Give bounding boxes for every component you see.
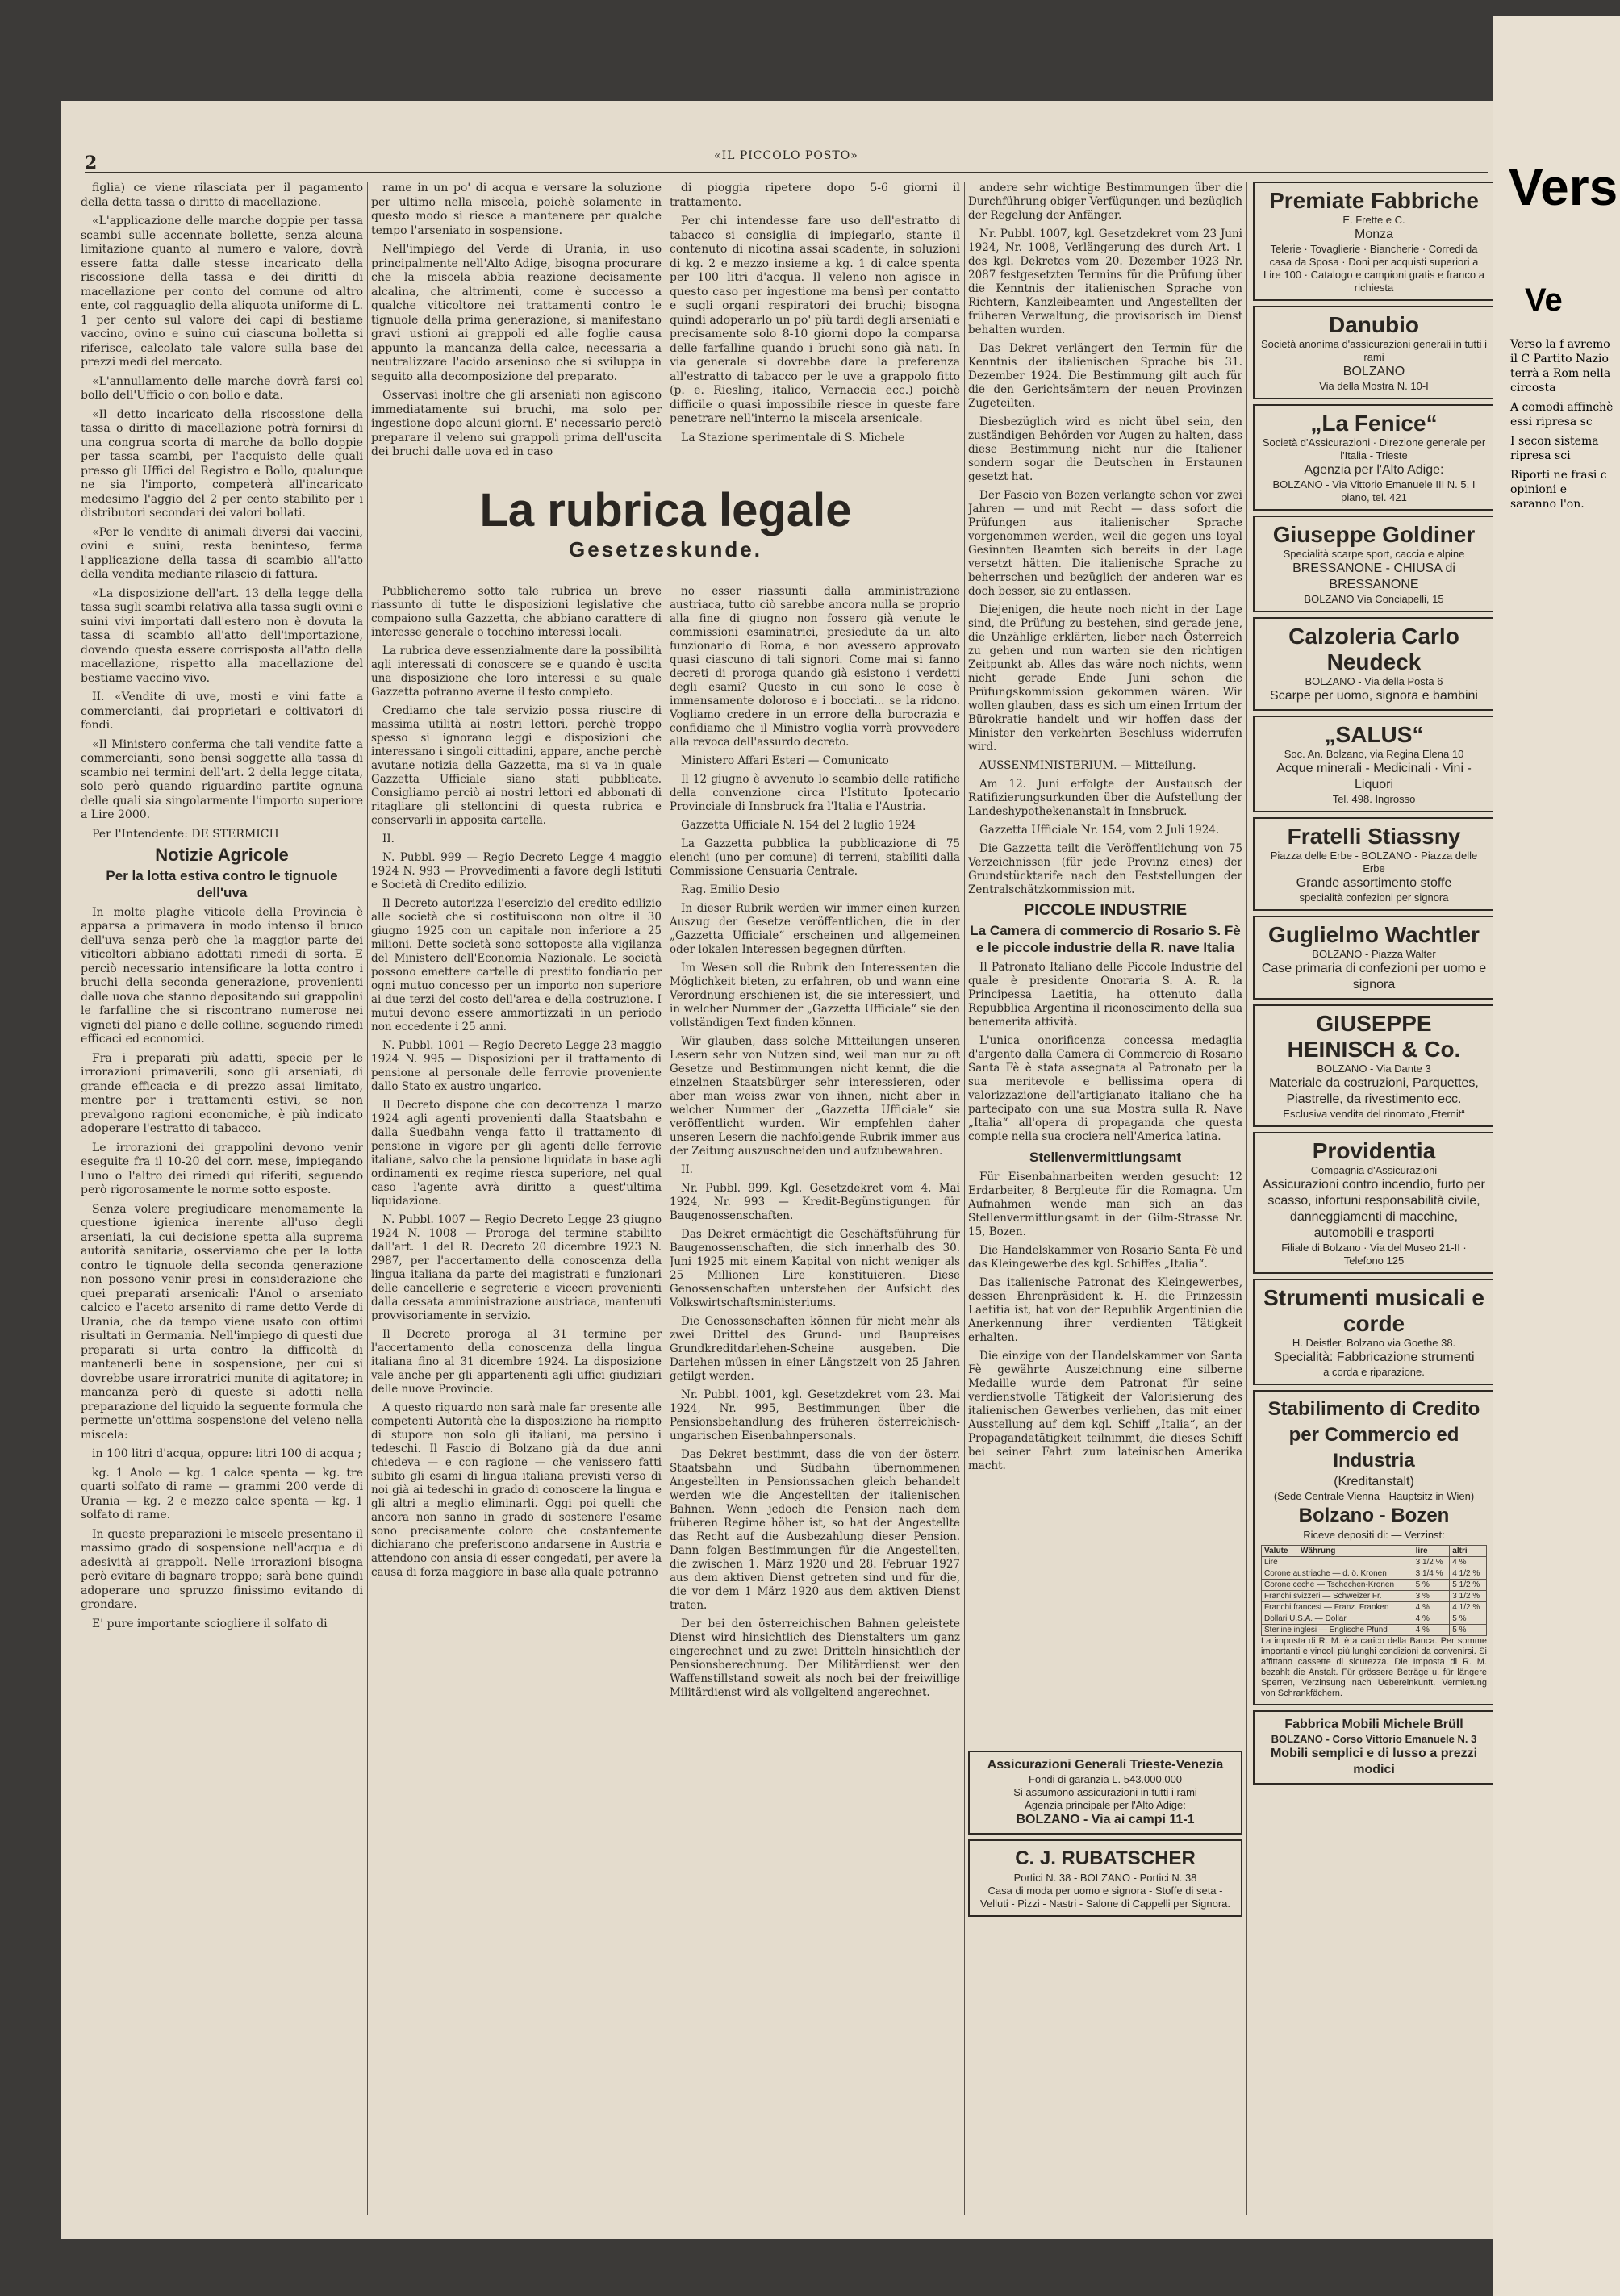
paragraph: Il Patronato Italiano delle Piccole Industrie del quale è presidente Onoraria S. A. R. la Principessa Laetitia, ha ottenuto dalla Repubblica Argentina il riconoscimento della sua benemerita attività. (968, 961, 1242, 1029)
ad-title: Guglielmo Wachtler (1268, 922, 1480, 947)
paragraph: «Il detto incaricato della riscossione della tassa o diritto di macellazione potrà fornirsi di una congrua scorta di marche da bollo doppie per tassa scambi, per l'acquisto delle quali presso gli Uffici del Registro e Bollo, qualunque ne sia l'importo, competerà all'incaricato medesimo l'aggio del 2 per cento stabilito per i distributori secondari dei valori bollati. (81, 407, 363, 520)
table-cell: 5 % (1413, 1580, 1450, 1591)
table-row (1262, 1591, 1487, 1602)
bank-notes: La imposta di R. M. è a carico della Banca. Per somme importanti e vincoli più lunghi condizioni da convenirsi. Si affittano cassette di sicurezza. Die Imposta di R. M. bezahlt die Anstalt. Für grössere Beträge u. für längere Sperren, Verzinsung nach Uebereinkunft. Vermietung von Schrankfächern. (1261, 1636, 1487, 1698)
paragraph: In molte plaghe viticole della Provincia è apparsa a primavera in modo intenso il bruco dell'uva senza però che la maggior parte dei viticoltori abbiano adottati rimedi di sorta. E perciò necessario intensificare la lotta contro i bruchi della seconda generazione, provenienti dalle uova che stanno depositando sui grappolini le farfalline che si riscontrano numerose nei vigneti del piano e delle colline, seguendo rimedi efficaci ed economici. (81, 905, 363, 1046)
column-4-text (968, 182, 1242, 897)
advertisement (1253, 404, 1495, 511)
ad-title: Danubio (1329, 312, 1419, 337)
column-2-top (371, 182, 662, 472)
ad-assicurazioni-generali (968, 1751, 1242, 1835)
paragraph: di pioggia ripetere dopo 5-6 giorni il trattamento. (670, 182, 960, 209)
ad-line: Si assumono assicurazioni in tutti i rami (1013, 1786, 1197, 1798)
ad-line: Grande assortimento stoffe (1296, 876, 1452, 890)
paragraph: Wir glauben, dass solche Mitteilungen unseren Lesern sehr von Nutzen sind, weil man nur zu oft Gesetze und Bestimmungen nicht kennt, die die einzelnen Staatsbürger sehr interessieren, oder aber man weiss zwar von ihnen, nicht aber in welcher Nummer der „Gazzetta Ufficiale“ sie veröffentlicht wurden. Wir empfehlen daher unseren Lesern die nachfolgende Rubrik immer aus der Zeitung auszuschneiden und aufzubewahren. (670, 1035, 960, 1158)
ad-line: BOLZANO (1342, 365, 1405, 378)
table-cell: Corone austriache — d. ö. Kronen (1262, 1568, 1413, 1580)
paragraph: Il Decreto autorizza l'esercizio del credito edilizio alle società che si costituiscono non oltre il 30 giugno 1925 con un capitale non inferiore a 25 milioni. Dette società sono sottoposte alla vigilanza del Ministero dell'Economia Nazionale. Le società possono emettere cartelle di prestito fondiario per ogni mutuo concesso per un importo non superiore ai due terzi del costo dell'area e della costruzione. I mutui devono essere ammortizzati in un periodo non eccedente i 25 anni. (371, 897, 662, 1033)
ad-title: Providentia (1312, 1138, 1436, 1163)
table-row (1262, 1557, 1487, 1568)
paragraph: «La disposizione dell'art. 13 della legge della tassa sugli scambi relativa alla tassa sugli ovini e suini vivi importati dall'estero non è dovuta la tassa di scambio all'atto dell'importazione, dovendo questa essere corrisposta all'atto della macellazione, rispetto alla macellazione del bestiame vaccino vivo. (81, 587, 363, 685)
table-cell: 5 % (1450, 1613, 1487, 1625)
ad-kreditanstalt (1253, 1390, 1495, 1705)
ad-line: Mobili semplici e di lusso a prezzi modici (1270, 1747, 1478, 1776)
ad-line: Specialità scarpe sport, caccia e alpine (1283, 548, 1465, 560)
ad-line: Tel. 498. Ingrosso (1332, 793, 1416, 805)
table-cell: Corone ceche — Tschechen-Kronen (1262, 1580, 1413, 1591)
ad-line: Fabbrica Mobili Michele Brüll (1284, 1718, 1463, 1731)
ad-title: C. J. RUBATSCHER (1015, 1847, 1196, 1869)
paragraph: rame in un po' di acqua e versare la soluzione per ultimo nella miscela, poichè solamente in questo modo si riesce a mantenere per qualche tempo l'arseniato in sospensione. (371, 182, 662, 237)
ad-line: Compagnia d'Assicurazioni (1310, 1164, 1438, 1176)
table-cell: Lire (1262, 1557, 1413, 1568)
newspaper-title: «IL PICCOLO POSTO» (714, 149, 858, 162)
paragraph: Riporti ne frasi c opinioni e saranno l'on. (1510, 469, 1607, 511)
table-header: Valute — Währung (1262, 1546, 1413, 1557)
paragraph: E' pure importante sciogliere il solfato di (92, 1617, 328, 1630)
paragraph: Das Dekret bestimmt, dass die von der österr. Staatsbahn und Südbahn übernommenen Angestellten in Pensionssachen gleich behandelt werden wie die Angestellten der italienischen Bahnen. Wenn jedoch die Pension nach dem früheren Regime höher ist, so hat der Angestellte das Recht auf die Ausbezahlung dieser Pension. Dann folgen Bestimmungen für die Angestellten, die zwischen 1. März 1920 und 28. Februar 1927 aus dem aktiven Dienst getreten sind und für die, die vor dem 1 März 1920 aus dem aktiven Dienst traten. (670, 1448, 960, 1612)
table-cell: Sterline inglesi — Englische Pfund (1262, 1625, 1413, 1636)
table-cell: 4 1/2 % (1450, 1568, 1487, 1580)
table-row (1262, 1580, 1487, 1591)
paragraph: «Il Ministero conferma che tali vendite fatte a commercianti, sono bensì soggette alla tassa di scambio nei termini dell'art. 2 della legge citata, solo però quando riguardino partite ognuna delle quali sia singolarmente l'importo superiore a Lire 2000. (81, 737, 363, 821)
ad-line: Agenzia principale per l'Alto Adige: (1025, 1799, 1186, 1811)
paragraph: Das italienische Patronat des Kleingewerbes, dessen Ehrenpräsident k. H. die Prinzessin Laetitia ist, hat von der Republik Argentinien die Anerkennung ihrer verdienten Tätigkeit erhalten. (968, 1276, 1242, 1344)
paragraph: Das Dekret verlängert den Termin für die Kenntnis der italienischen Sprache bis 31. Dezember 1924. Die Bestimmung gilt auch für die den Gerichtsämtern der neuen Provinzen Zugeteilten. (968, 342, 1242, 410)
ad-title: Calzoleria Carlo Neudeck (1288, 624, 1459, 674)
paragraph: II. (382, 833, 395, 845)
paragraph: Verso la f avremo il C Partito Nazio terrà a Rom nella circosta (1510, 338, 1611, 394)
paragraph: A questo riguardo non sarà male far presente alle competenti Autorità che la disposizione ha riempito di stupore non solo gli italiani, ma persino i tedeschi. Il Fascio di Bolzano già da due anni chiedeva — e con ragione — che venissero fatti subito gli esami di lingua italiana previsti verso di noi già ai tedeschi in grado di conoscere la lingua e gli altri a meglio eliminarli. Oggi poi quelli che ancora non sanno in grado di sostenere l'esame sono precisamente coloro che costantemente dichiarano che preferiscono andarsene in Austria e attendono con ansia di esser congedati, per avere la causa di forza maggiore in base alla quale potranno (371, 1401, 662, 1579)
paragraph: figlia) ce viene rilasciata per il pagamento della detta tassa o diritto di macellazione. (81, 182, 363, 209)
adjacent-page-subheadline: Ve (1525, 282, 1563, 318)
table-cell: 3 % (1413, 1591, 1450, 1602)
advertisement (1253, 1132, 1495, 1274)
paragraph: Nr. Pubbl. 1007, kgl. Gesetzdekret vom 23 Juni 1924, Nr. 1008, Verlängerung des durch Art. 1 des kgl. Dekretes vom 20. Dezember 1923 Nr. 2087 festgesetzten Termins für die Prüfung über die Kenntnis der italienischen Sprache von Richtern, Kanzleibeamten und Angestellten der früheren Verwaltung, die provisorisch im Dienst behalten wurden. (968, 228, 1242, 336)
section-title-notizie-agricole: Notizie Agricole (155, 845, 289, 865)
paragraph: Gazzetta Ufficiale N. 154 del 2 luglio 1924 (681, 819, 916, 832)
paragraph: II. (681, 1163, 693, 1176)
ad-line: BOLZANO Via Conciapelli, 15 (1304, 593, 1444, 605)
column-3-legal-text (670, 585, 960, 1700)
paragraph: Das Dekret ermächtigt die Geschäftsführung für Baugenossenschaften, die sich innerhalb des 30. Juni 1925 mit einem Kapital von nicht weniger als 25 Millionen Lire konstituieren. Diese Genossenschaften unterstehen der Aufsicht des Volkswirtschaftsministeriums. (670, 1228, 960, 1309)
column-1-text-2 (81, 906, 363, 1632)
bank-city: Bolzano - Bozen (1298, 1505, 1450, 1526)
ads-column (1253, 182, 1495, 1789)
ad-line: E. Frette e C. (1342, 214, 1405, 226)
newspaper-page (61, 101, 1505, 2239)
table-row (1262, 1568, 1487, 1580)
paragraph: Nr. Pubbl. 999, Kgl. Gesetzdekret vom 4. Mai 1924, Nr. 993 — Kredit-Begünstigungen für Baugenossenschaften. (670, 1182, 960, 1222)
ad-line: Società d'Assicurazioni · Direzione generale per l'Italia - Trieste (1262, 436, 1486, 461)
table-cell: 4 % (1450, 1557, 1487, 1568)
ad-line: BOLZANO - Via della Posta 6 (1305, 675, 1443, 687)
column-1-text (81, 182, 363, 841)
ad-title: Assicurazioni Generali Trieste-Venezia (987, 1758, 1224, 1772)
table-cell: 3 1/4 % (1413, 1568, 1450, 1580)
ad-mobili-brull (1253, 1710, 1495, 1785)
table-cell: 5 1/2 % (1450, 1580, 1487, 1591)
table-cell: 4 % (1413, 1602, 1450, 1613)
ad-line: Specialità: Fabbricazione strumenti (1273, 1350, 1475, 1364)
table-cell: Franchi svizzeri — Schweizer Fr. (1262, 1591, 1413, 1602)
column-4 (968, 182, 1242, 1747)
paragraph: AUSSENMINISTERIUM. — Mitteilung. (979, 759, 1196, 772)
ad-line: a corda e riparazione. (1323, 1366, 1425, 1378)
advertisement (1253, 1004, 1495, 1127)
table-header: lire (1413, 1546, 1450, 1557)
advertisement (1253, 306, 1495, 399)
paragraph: Il Decreto proroga al 31 termine per l'accertamento della conoscenza della lingua italiana fino al 31 dicembre 1924. La disposizione vale anche per gli appartenenti agli uffici giudiziari delle nuove Provincie. (371, 1328, 662, 1396)
table-cell: Dollari U.S.A. — Dollar (1262, 1613, 1413, 1625)
ad-title: Fratelli Stiassny (1287, 824, 1461, 849)
bank-title3: (Kreditanstalt) (1334, 1475, 1414, 1488)
paragraph: La rubrica deve essenzialmente dare la possibilità agli interessati di conoscere se e quando è uscita una disposizione che loro interessi e su quale Gazzetta potranno averne il testo completo. (371, 645, 662, 699)
table-cell: 3 1/2 % (1413, 1557, 1450, 1568)
column-4-ads (968, 1751, 1242, 1922)
bank-title2: per Commercio ed Industria (1288, 1424, 1459, 1472)
rubrica-legale-headline (375, 484, 956, 562)
ad-line: Agenzia per l'Alto Adige: (1304, 463, 1444, 477)
ad-line: Piazza delle Erbe - BOLZANO - Piazza delle Erbe (1270, 850, 1478, 875)
paragraph: La Stazione sperimentale di S. Michele (681, 431, 905, 445)
ad-title: Giuseppe Goldiner (1272, 522, 1476, 547)
paragraph: Crediamo che tale servizio possa riuscire di massima utilità ai nostri lettori, perchè troppo spesso si ignorano leggi e disposizioni che interessano i singoli cittadini, appare, anche perchè avutane notizia della Gazzetta, ma si va in quale Gazzetta Ufficiale siano stati pubblicate. Consigliamo perciò ai nostri lettori ed abbonati di ritagliare gli stelloncini di questa rubrica e conservarli in apposita cartella. (371, 704, 662, 827)
paragraph: Im Wesen soll die Rubrik den Interessenten die Möglichkeit bieten, zu erfahren, ob und wann eine Verordnung erschienen ist, die sie interessiert, und in welcher Nummer der „Gazzetta Ufficiale“ sie den vollständigen Text finden können. (670, 962, 960, 1029)
ad-line: Società anonima d'assicurazioni generali in tutti i rami (1261, 338, 1487, 363)
column-rule (964, 182, 965, 2215)
paragraph: Am 12. Juni erfolgte der Austausch der Ratifizierungsurkunden über die Aufstellung der Landeshypothekenanstalt in Innsbruck. (968, 778, 1242, 818)
paragraph: Gazzetta Ufficiale Nr. 154, vom 2 Juli 1924. (979, 824, 1220, 837)
ad-line: BOLZANO - Via ai campi 11-1 (1016, 1813, 1195, 1826)
paragraph: Diejenigen, die heute noch nicht in der Lage sind, die Prüfung zu bestehen, sind gerade jene, die Unzählige erklärten, lieber nach Österreich zu gehen und nun warten sie den richtigen Zeitpunkt ab. Alles das wäre noch nichts, wenn nicht gerade Ende Juni schon die Prüfungskommission gekommen wären. Wir wollen glauben, dass es sich um einen Irrtum der Bürokratie handelt und wir hoffen dass der Minister den verkehrten Beschluss widerrufen wird. (968, 603, 1242, 754)
column-4-text-3 (968, 1171, 1242, 1473)
column-3-legal (670, 585, 960, 2223)
table-cell: 4 % (1413, 1613, 1450, 1625)
column-2-legal (371, 585, 662, 2223)
paragraph: N. Pubbl. 1001 — Regio Decreto Legge 23 maggio 1924 N. 995 — Disposizioni per il trattamento di pensione al personale delle ferrovie proveniente dallo Stato ex austro ungarico. (371, 1039, 662, 1093)
advertisement (1253, 916, 1495, 1000)
paragraph: Die Handelskammer von Rosario Santa Fè und das Kleingewerbe des kgl. Schiffes „Italia“. (968, 1244, 1242, 1271)
ad-title: Strumenti musicali e corde (1263, 1285, 1484, 1336)
column-4-text-2 (968, 961, 1242, 1144)
paragraph: Senza volere pregiudicare menomamente la questione igienica inerente all'uso degli arseniati, la cui decisione spetta alla suprema autorità sanitaria, osserviamo che per la lotta contro le tignuole della seconda generazione non possono venir presi in considerazione che quei preparati arsenicali: l'Anol o arseniato calcico e l'aceto arsenito di rame detto Verde di Urania, che da tempo viene usato con ottimi risultati in Germania. Nell'impiego di questi due preparati si urta contro la difficoltà di mantenerli bene in sospensione, per cui si dovrebbe usare irroratrici munite di agitatore; in mancanza però di queste si adotti nella preparazione del liquido la seguente formula che permette un'ottima sospensione del veleno nella miscela: (81, 1202, 363, 1442)
ad-line: BOLZANO - Via Vittorio Emanuele III N. 5, I piano, tel. 421 (1272, 478, 1476, 503)
section-title-stellenvermittlungsamt: Stellenvermittlungsamt (1029, 1150, 1181, 1165)
ad-title: „SALUS“ (1324, 722, 1424, 747)
ad-line: Esclusiva vendita del rinomato „Eternit“ (1283, 1108, 1465, 1120)
advertisement (1253, 617, 1495, 711)
bank-deposit_line: Riceve depositi di: — Verzinst: (1303, 1529, 1445, 1541)
paragraph: Ministero Affari Esteri — Comunicato (681, 754, 889, 767)
page-number: 2 (85, 152, 98, 173)
column-2-legal-text (371, 585, 662, 1580)
ad-line: Acque minerali - Medicinali · Vini - Liquori (1276, 762, 1472, 791)
column-rule (367, 182, 368, 2215)
ad-line: Casa di moda per uomo e signora - Stoffe di seta - Velluti - Pizzi - Nastri - Salone di Cappelli per Signora. (980, 1885, 1230, 1910)
paragraph: in 100 litri d'acqua, oppure: litri 100 di acqua ; (92, 1447, 361, 1460)
paragraph: Diesbezüglich wird es nicht übel sein, den zuständigen Behörden vor Augen zu halten, dass diese Bestimmung nicht nur die Italiener sondern sogar die Deutschen in Erstaunen gesetzt hat. (968, 415, 1242, 483)
column-2-text (371, 182, 662, 460)
table-cell: 3 1/2 % (1450, 1591, 1487, 1602)
paragraph: andere sehr wichtige Bestimmungen über die Durchführung obiger Verfügungen und bezüglich der Regelung der Anfänger. (968, 182, 1242, 222)
ad-title: „La Fenice“ (1310, 411, 1438, 436)
paragraph: L'unica onorificenza concessa medaglia d'argento dalla Camera di Commercio di Rosario Santa Fè è stata assegnata al Patronato per la sua meritevole e bellissima opera di valorizzazione dell'artigianato italiano che ha partecipato con una sua Mostra sulla R. Nave „Italia“ all'opera di propaganda che questa compie nella sua crociera nell'America latina. (968, 1034, 1242, 1143)
table-cell: Franchi francesi — Franz. Franken (1262, 1602, 1413, 1613)
paragraph: Osservasi inoltre che gli arseniati non agiscono immediatamente sui bruchi, ma solo per ingestione dopo alcuni giorni. E' necessario perciò preparare il veleno sui grappoli prima dell'uscita dei bruchi dalle uova ed in caso (371, 389, 662, 458)
table-cell: 4 % (1413, 1625, 1450, 1636)
adjacent-page-text (1510, 337, 1615, 516)
advertisement (1253, 516, 1495, 612)
advertisement (1253, 182, 1495, 301)
paragraph: A comodi affinchè essi ripresa sc (1510, 401, 1614, 428)
headline-subtitle: Gesetzeskunde. (569, 537, 762, 561)
running-header (85, 149, 1488, 173)
ad-line: specialità confezioni per signora (1299, 891, 1449, 904)
section-title-piccole-industrie: PICCOLE INDUSTRIE (1023, 901, 1188, 919)
column-rule (1246, 182, 1247, 2215)
ad-line: H. Deistler, Bolzano via Goethe 38. (1292, 1337, 1456, 1349)
paragraph: «L'annullamento delle marche dovrà farsi col bollo dell'Ufficio o con bollo e data. (81, 374, 363, 402)
bank-title1: Stabilimento di Credito (1267, 1398, 1480, 1420)
ad-line: Portici N. 38 - BOLZANO - Portici N. 38 (1013, 1872, 1197, 1884)
paragraph: Il Decreto dispone che con decorrenza 1 marzo 1924 agli agenti provenienti dalla Staatsbahn e dalla Suedbahn venga fatto il trattamento di pensione in vigore per gli agenti delle ferrovie italiane, salvo che la pensione liquidata in base agli ordinamenti ex regime riesca superiore, nel qual caso l'agente avrà diritto a quest'ultima liquidazione. (371, 1099, 662, 1208)
paragraph: Für Eisenbahnarbeiten werden gesucht: 12 Erdarbeiter, 8 Bergleute für die Romagna. Um Aufnahmen wende man sich an das Stellenvermittlungsamt in der Gilm-Strasse Nr. 15, Bozen. (968, 1171, 1242, 1238)
paragraph: La Gazzetta pubblica la pubblicazione di 75 elenchi (uno per comune) di terreni, stabiliti dalla Commissione Censuaria Centrale. (670, 837, 960, 878)
advertisement (1253, 817, 1495, 911)
ad-line: Assicurazioni contro incendio, furto per scasso, infortuni responsabilità civile, danneggiamenti di macchine, automobili e trasporti (1263, 1178, 1485, 1240)
paragraph: Per l'Intendente: DE STERMICH (92, 827, 279, 841)
paragraph: Die Gazzetta teilt die Veröffentlichung von 75 Verzeichnissen (für jede Provinz eines) der Grundstücktarife nach den Feststellungen der Zentralschätzkommission mit. (968, 842, 1242, 896)
adjacent-page-edge (1493, 16, 1620, 2296)
article-subtitle: Per la lotta estiva contro le tignuole dell'uva (106, 867, 338, 900)
paragraph: In dieser Rubrik werden wir immer einen kurzen Auszug der Gesetze veröffentlichen, die in der „Gazzetta Ufficiale“ erscheinen und allgemeinen oder lokalen Interessen begegnen dürften. (670, 902, 960, 956)
paragraph: no esser riassunti dalla amministrazione austriaca, tutto ciò sarebbe ancora nulla se proprio alla fine di giugno non fossero già venute le commissioni esaminatrici, presiedute da un alto funzionario di Roma, e non avessero approvato quasi ciascuno di tali signori. Come mai si fanno decreti di proroga quando già esistono i verdetti degli esami? Questo in cui sono le cose è immensamente doloroso e i bocciati... se la ridono. Vogliamo credere in un errore della burocrazia e confidiamo che il Ministro voglia vorrà provvedere alla revoca dell'assurdo decreto. (670, 585, 960, 749)
paragraph: Nell'impiego del Verde di Urania, in uso principalmente nell'Alto Adige, bisogna procurare che la miscela abbia reazione decisamente alcalina, che altrimenti, come è successo a qualche viticoltore nei trattamenti contro le tignuole della prima generazione, si manifestano gravi ustioni ai grappoli ed alle foglie causa appunto la mancanza della calce, necessaria a neutralizzare l'acido arsenioso che si sviluppa in seguito alla decomposizione del preparato. (371, 243, 662, 383)
paragraph: Il 12 giugno è avvenuto lo scambio delle ratifiche della convenzione circa l'Istituto Ipotecario Provinciale di Innsbruck fra l'Italia e l'Austria. (670, 773, 960, 813)
ad-line: Fondi di garanzia L. 543.000.000 (1028, 1773, 1183, 1785)
paragraph: Pubblicheremo sotto tale rubrica un breve riassunto di tutte le disposizioni legislative che compaiono sulla Gazzetta, che abbiano carattere di interesse generale o tocchino interessi locali. (371, 585, 662, 639)
paragraph: kg. 1 Anolo — kg. 1 calce spenta — kg. tre quarti solfato di rame — grammi 200 verde di Urania — kg. 2 e mezzo calce spenta — kg. 1 solfato di rame. (81, 1466, 363, 1522)
ad-line: Case primaria di confezioni per uomo e signora (1261, 962, 1487, 991)
table-row (1262, 1602, 1487, 1613)
adjacent-page-headline: Vers (1509, 158, 1618, 216)
paragraph: N. Pubbl. 999 — Regio Decreto Legge 4 maggio 1924 N. 993 — Provvedimenti a favore degli Istituti e Società di Credito edilizio. (371, 851, 662, 891)
table-cell: 4 1/2 % (1450, 1602, 1487, 1613)
ad-line: Filiale di Bolzano · Via del Museo 21-II · Telefono 125 (1281, 1242, 1467, 1267)
advertisement (1253, 716, 1495, 812)
paragraph: In queste preparazioni le miscele presentano il massimo grado di sospensione nell'acqua e di adesività ai grappoli. Nelle irrorazioni bisogna però evitare di bagnare troppo; sarà bene quindi adoperare uno spruzzo finissimo evitando di grondare. (81, 1527, 363, 1611)
table-header: altri (1450, 1546, 1487, 1557)
ad-line: BOLZANO - Corso Vittorio Emanuele N. 3 (1271, 1733, 1477, 1745)
ad-title: GIUSEPPE HEINISCH & Co. (1287, 1011, 1461, 1062)
ad-line: BRESSANONE - CHIUSA di BRESSANONE (1292, 561, 1455, 591)
ad-line: BOLZANO - Via Dante 3 (1317, 1062, 1431, 1075)
ad-line: Materiale da costruzioni, Parquettes, Piastrelle, da rivestimento ecc. (1269, 1076, 1479, 1106)
paragraph: II. «Vendite di uve, mosti e vini fatte a commercianti, dai proprietari e coltivatori di fondi. (81, 691, 363, 732)
paragraph: Der bei den österreichischen Bahnen geleistete Dienst wird hinsichtlich des Dienstalters um ganz eingerechnet und zu zwei Dritteln hinsichtlich der Pensionsberechnung. Der Militärdienst wer den Waffenstillstand soweit als noch bei der freiwillige Militärdienst wird als vollgeltend angerechnet. (670, 1618, 960, 1699)
column-3-top (670, 182, 960, 472)
paragraph: Der Fascio von Bozen verlangte schon vor zwei Jahren — und mit Recht — dass sofort die Prüfungen aus italienischer Sprache vorgenommen werden, weil die gegen uns loyal Gesinnten Beamten sich bereits in der Lage versetzt hätten. Die italienische Sprache zu beherrschen und bezüglich der anderen war es doch besser, sie zu entlassen. (968, 489, 1242, 598)
advertisement (1253, 1279, 1495, 1385)
paragraph: «L'applicazione delle marche doppie per tassa scambi sulle accennate bollette, senza alcuna limitazione quanto al numero e valore, dovrà essere fatta dalle stesse incaricato della riscossione della tassa e dei diritti di macellazione per conto del comune od altro ente, col ragguaglio della aliquota uniforme di L. 1 per cento sul valore dei capi di bestiame vaccino, ovino e suino cui ciascuna bolletta si riferisce, calcolato tale valore sulla base dei prezzi medi del mercato. (81, 215, 363, 369)
ad-line: Soc. An. Bolzano, via Regina Elena 10 (1284, 748, 1464, 760)
paragraph: «Per le vendite di animali diversi dai vaccini, ovini e suini, resta beninteso, ferma l'applicazione della tassa di scambio all'atto della vendita mediante rilascio di fattura. (81, 525, 363, 581)
paragraph: Die Genossenschaften können für nicht mehr als zwei Drittel des Grund- und Baupreises Grundkreditdarlehen-Scheine ausgeben. Die Darlehen müssen in einer Längstzeit von 25 Jahren getilgt werden. (670, 1315, 960, 1383)
ad-line: Telerie · Tovaglierie · Biancherie · Corredi da casa da Sposa · Doni per acquisti superiori a Lire 100 · Catalogo e campioni gratis e franco a richiesta (1263, 243, 1484, 294)
paragraph: Nr. Pubbl. 1001, kgl. Gesetzdekret vom 23. Mai 1924, Nr. 995, Bestimmungen über die Pensionsbehandlung des früheren österreichisch-ungarischen Eisenbahnpersonals. (670, 1388, 960, 1442)
paragraph: Rag. Emilio Desio (681, 883, 779, 896)
ad-rubatscher (968, 1839, 1242, 1917)
ad-line: Monza (1354, 228, 1394, 241)
ad-line: Via della Mostra N. 10-I (1319, 380, 1429, 392)
headline-title: La rubrica legale (479, 484, 852, 536)
bank-line: (Sede Centrale Vienna - Hauptsitz in Wien) (1273, 1490, 1475, 1502)
table-row (1262, 1625, 1487, 1636)
paragraph: Per chi intendesse fare uso dell'estratto di tabacco si consiglia di impiegarlo, stante il contenuto di nicotina assai scadente, in soluzioni di kg. 2 e mezzo insieme a kg. 1 di calce spenta per 100 litri d'acqua. Il veleno non agisce in questo caso per ingestione ma bensì per contatto e sugli organi respiratori dei bruchi; bisogna quindi adoperarlo un po' più tardi degli arseniati e precisamente solo 8-10 giorni dopo la comparsa delle farfalline quando i bruchi sono già nati. In via generale si dovrebbe dare la preferenza all'estratto di tabacco per le uve a grappolo fitto (p. e. Riesling, italico, Vernaccia ecc.) poichè difficile o quasi impossibile riesce in queste fare penetrare nell'interno la miscela arsenicale. (670, 215, 960, 425)
paragraph: N. Pubbl. 1007 — Regio Decreto Legge 23 giugno 1924 N. 1008 — Proroga del termine stabilito dall'art. 1 del R. Decreto 20 dicembre 1923 N. 2987, per l'accertamento della conoscenza della lingua italiana da parte dei magistrati e funzionari delle cancellerie e segreterie e vicecri provenienti dalla cessata amministrazione austriaca, mantenuti provvisoriamente in servizio. (371, 1213, 662, 1322)
ad-title: Premiate Fabbriche (1269, 188, 1479, 213)
ad-line: Scarpe per uomo, signora e bambini (1270, 689, 1478, 703)
paragraph: I secon sistema ripresa sci (1510, 435, 1599, 462)
paragraph: Le irrorazioni dei grappolini devono venir eseguite fra il 10-20 del corr. mese, impiegando l'uno o l'altro dei rimedi qui riferiti, seguendo però rigorosamente le norme sotto esposte. (81, 1141, 363, 1196)
paragraph: Fra i preparati più adatti, specie per le irrorazioni primaverili, sono gli arseniati, di grande efficacia e di prezzo assai limitato, mentre per i trattamenti estivi, se non prevalgono ragioni economiche, è più indicato adoperare l'estratto di tabacco. (81, 1051, 363, 1135)
ad-line: BOLZANO - Piazza Walter (1312, 948, 1436, 960)
interest-rate-table (1261, 1545, 1487, 1636)
paragraph: Die einzige von der Handelskammer von Santa Fè gewährte Auszeichnung eine silberne Medaille wurde dem Patronat für seine verdienstvolle Tätigkeit der Valorisierung des italienischen Gewerbes verliehen, das mit einer Ausstellung auf dem kgl. Schiff „Italia“, an der Propagandatätigkeit teilnimmt, die dieses Schiff bei seiner Fahrt zum lateinischen Amerika macht. (968, 1350, 1242, 1472)
article-subtitle-rosario: La Camera di commercio di Rosario S. Fè e le piccole industrie della R. nave Italia (970, 923, 1241, 955)
table-row (1262, 1613, 1487, 1625)
column-3-text (670, 182, 960, 445)
column-1 (81, 182, 363, 2223)
table-cell: 5 % (1450, 1625, 1487, 1636)
